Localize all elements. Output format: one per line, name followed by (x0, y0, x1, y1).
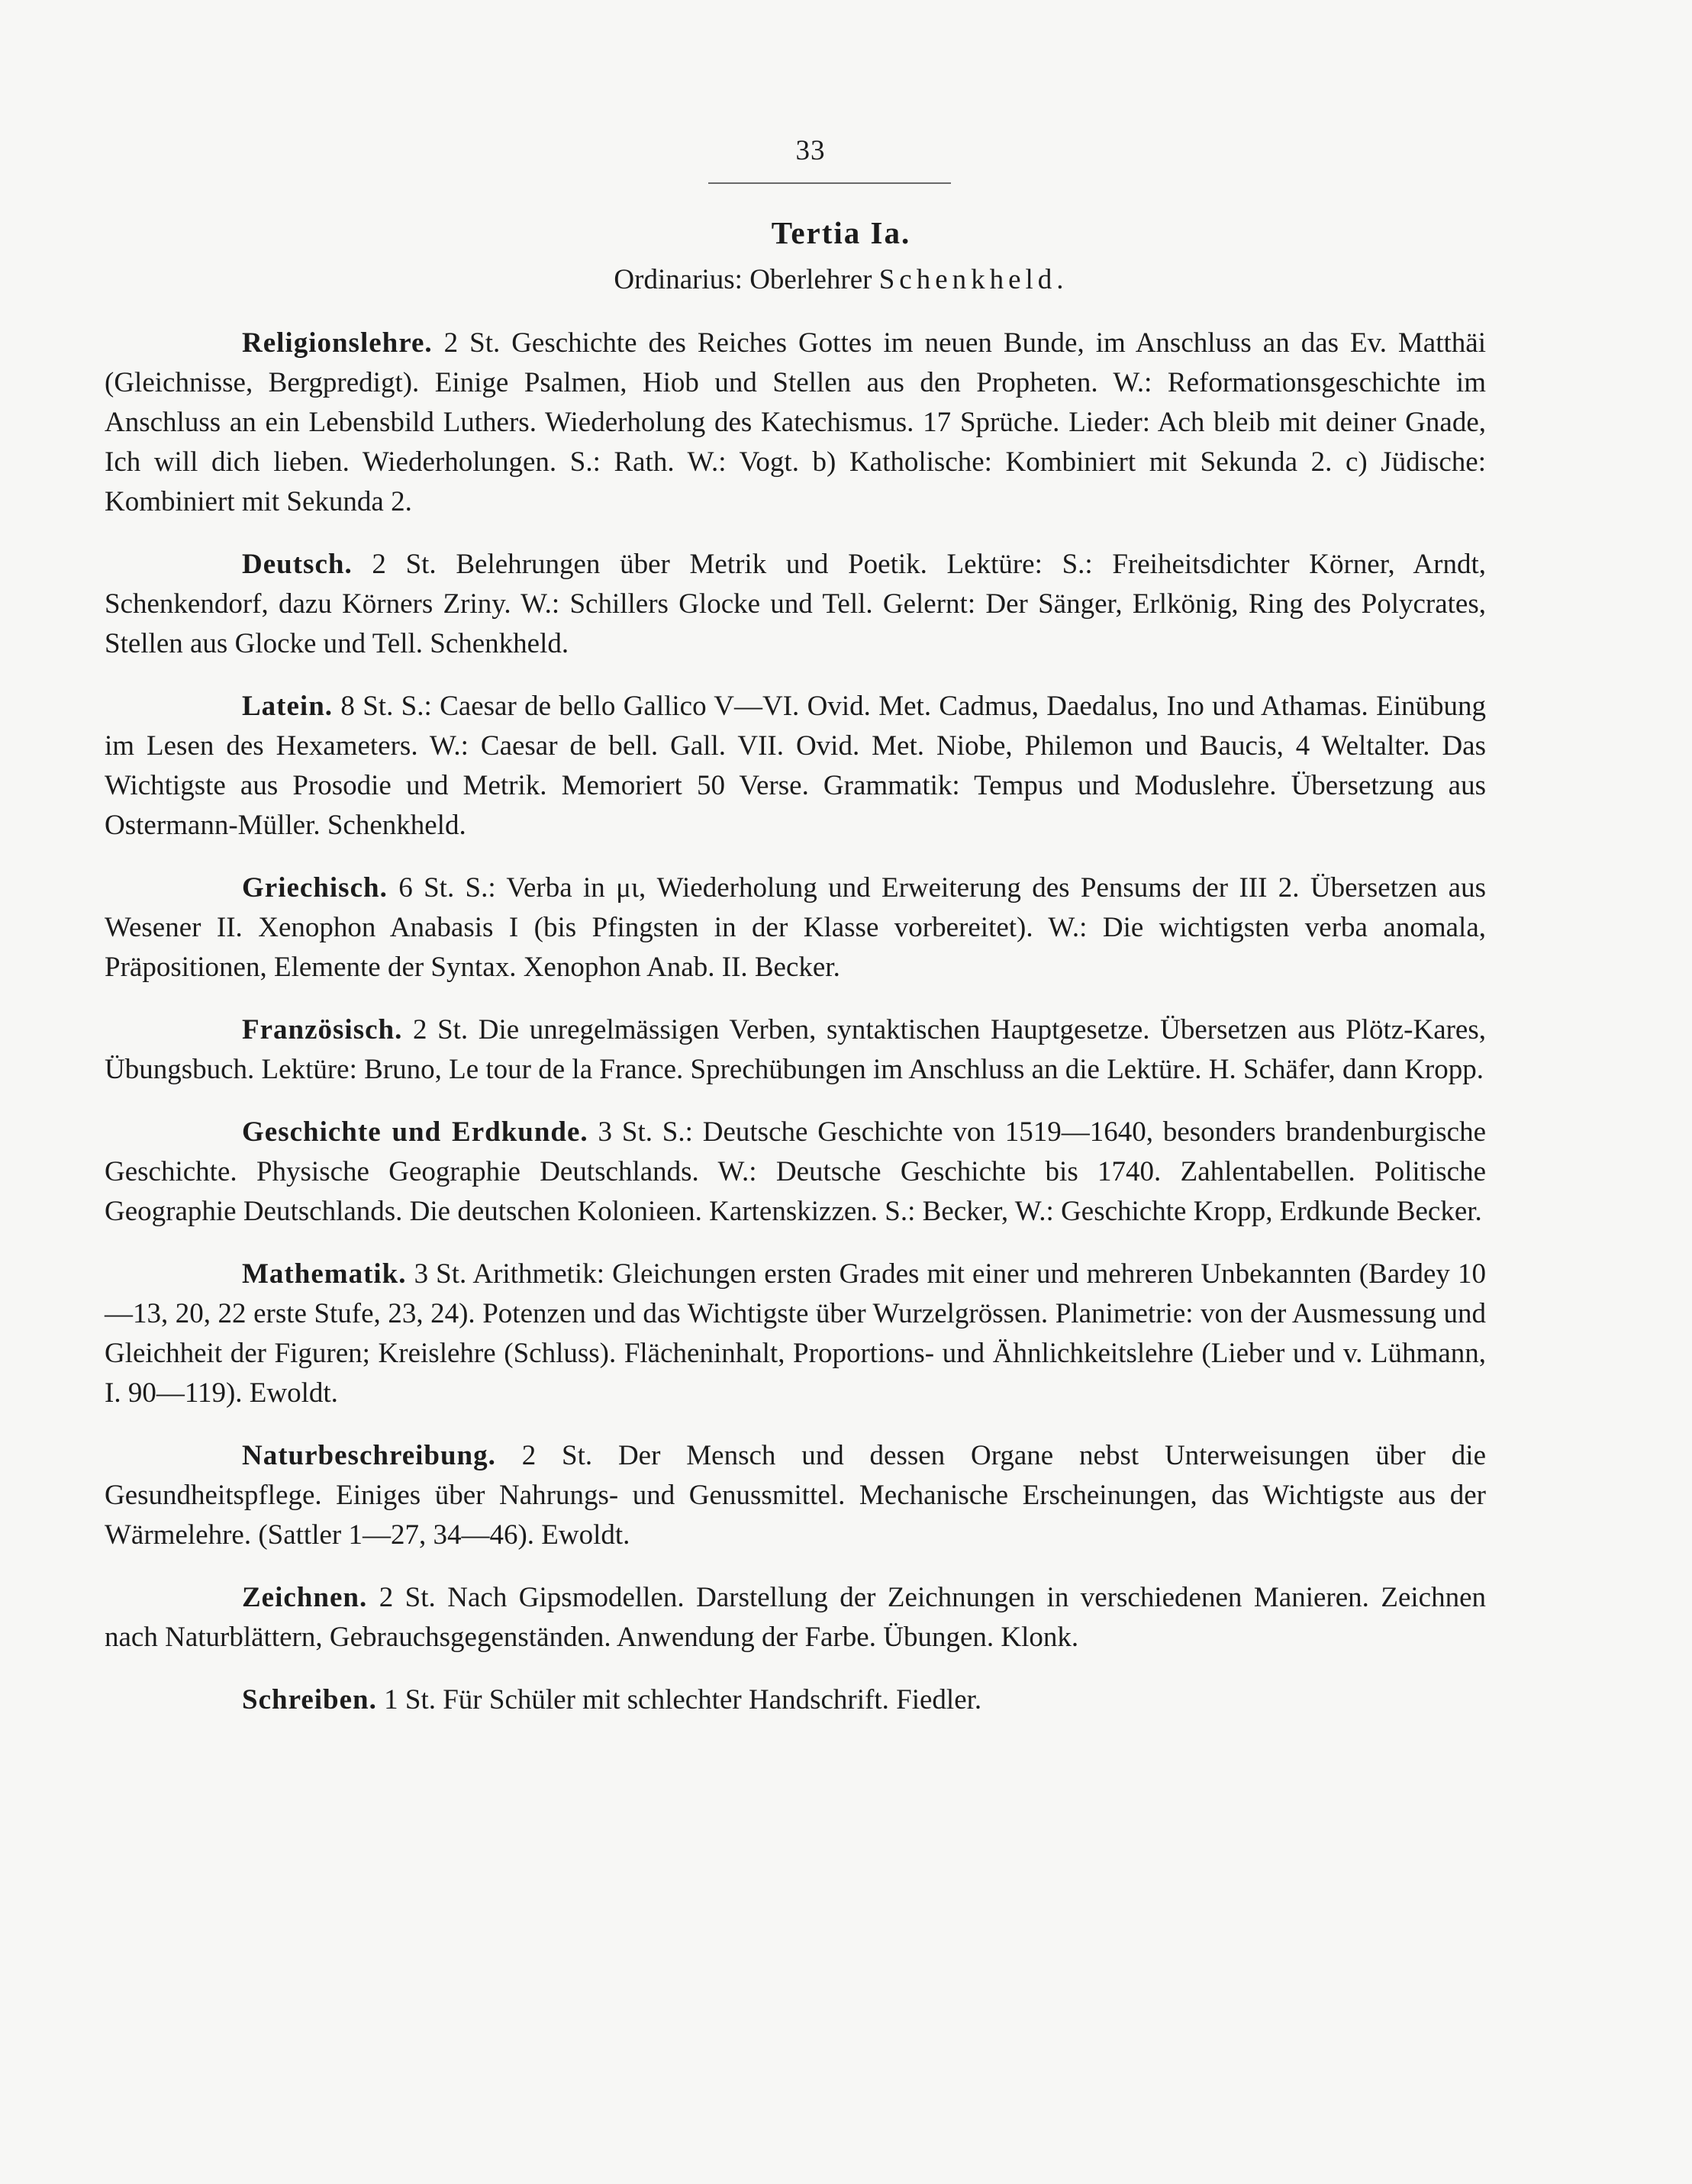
paragraph-geschichte-erdkunde (105, 1113, 1486, 1232)
paragraph-zeichnen (105, 1578, 1486, 1657)
paragraph-schreiben (105, 1680, 1486, 1720)
section-title: Tertia Ia. (771, 215, 911, 250)
paragraph-mathematik (105, 1255, 1486, 1413)
document-page (105, 134, 1486, 1720)
paragraph-franzoesisch (105, 1010, 1486, 1090)
paragraph-griechisch (105, 868, 1486, 987)
paragraph-latein (105, 687, 1486, 846)
subject-title: Geschichte und Erdkunde. (242, 1116, 588, 1148)
header-rule (708, 182, 951, 184)
ordinarius-rank: Oberlehrer (749, 264, 872, 295)
subject-text: 2 St. Der Mensch und dessen Organe nebst Unterweisungen über die Gesundheitspflege. Einiges über Nahrungs- und Genussmittel. Mechanische Erscheinungen, das Wichtigste aus der Wärmelehre. (Sattler 1—27, 34—46). Ewoldt. (105, 1440, 1487, 1551)
subject-title: Französisch. (242, 1014, 403, 1045)
subject-text: 6 St. S.: Verba in μι, Wiederholung und Erweiterung des Pensums der III 2. Übersetzen aus Wesener II. Xenophon Anabasis I (bis Pfingsten in der Klasse vorbereitet). W.: Die wichtigsten verba anomala, Präpositionen, Elemente der Syntax. Xenophon Anab. II. Becker. (105, 872, 1487, 983)
subject-text: 1 St. Für Schüler mit schlechter Handschrift. Fiedler. (384, 1684, 982, 1715)
ordinarius-label: Ordinarius: (614, 264, 743, 295)
paragraph-naturbeschreibung (105, 1436, 1486, 1555)
ordinarius-line (196, 263, 1486, 296)
subject-text: 8 St. S.: Caesar de bello Gallico V—VI. Ovid. Met. Cadmus, Daedalus, Ino und Athamas. Einübung im Lesen des Hexameters. W.: Caesar de bell. Gall. VII. Ovid. Met. Niobe, Philemon und Baucis, 4 Weltalter. Das Wichtigste aus Prosodie und Metrik. Memoriert 50 Verse. Grammatik: Tempus und Moduslehre. Übersetzung aus Ostermann-Müller. Schenkheld. (105, 691, 1487, 841)
subject-text: 2 St. Belehrungen über Metrik und Poetik. Lektüre: S.: Freiheitsdichter Körner, Arndt, Schenkendorf, dazu Körners Zriny. W.: Schillers Glocke und Tell. Gelernt: Der Sänger, Erlkönig, Ring des Polycrates, Stellen aus Glocke und Tell. Schenkheld. (105, 549, 1487, 659)
paragraph-deutsch (105, 545, 1486, 664)
subject-text: 3 St. Arithmetik: Gleichungen ersten Grades mit einer und mehreren Unbekannten (Bardey 10—13, 20, 22 erste Stufe, 23, 24). Potenzen und das Wichtigste über Wurzelgrössen. Planimetrie: von der Ausmessung und Gleichheit der Figuren; Kreislehre (Schluss). Flächeninhalt, Proportions- und Ähnlichkeitslehre (Lieber und v. Lühmann, I. 90—119). Ewoldt. (105, 1258, 1486, 1409)
subject-title: Schreiben. (242, 1684, 377, 1715)
subject-title: Deutsch. (242, 549, 353, 580)
page-number: 33 (795, 135, 826, 166)
subject-text: 2 St. Geschichte des Reiches Gottes im neuen Bunde, im Anschluss an das Ev. Matthäi (Gleichnisse, Bergpredigt). Einige Psalmen, Hiob und Stellen aus den Propheten. W.: Reformationsgeschichte im Anschluss an ein Lebensbild Luthers. Wiederholung des Katechismus. 17 Sprüche. Lieder: Ach bleib mit deiner Gnade, Ich will dich lieben. Wiederholungen. S.: Rath. W.: Vogt. b) Katholische: Kombiniert mit Sekunda 2. c) Jüdische: Kombiniert mit Sekunda 2. (105, 327, 1486, 517)
subject-text: 2 St. Die unregelmässigen Verben, syntaktischen Hauptgesetze. Übersetzen aus Plötz-Kares, Übungsbuch. Lektüre: Bruno, Le tour de la France. Sprechübungen im Anschluss an die Lektüre. H. Schäfer, dann Kropp. (105, 1014, 1487, 1085)
subject-title: Griechisch. (242, 872, 388, 904)
subject-title: Latein. (242, 691, 334, 722)
ordinarius-name: Schenkheld. (878, 264, 1068, 295)
subject-text: 3 St. S.: Deutsche Geschichte von 1519—1640, besonders brandenburgische Geschichte. Physische Geographie Deutschlands. W.: Deutsche Geschichte bis 1740. Zahlentabellen. Politische Geographie Deutschlands. Die deutschen Kolonieen. Kartenskizzen. S.: Becker, W.: Geschichte Kropp, Erdkunde Becker. (105, 1116, 1486, 1227)
subject-title: Zeichnen. (242, 1582, 368, 1613)
subject-title: Naturbeschreibung. (242, 1440, 496, 1471)
subject-title: Religionslehre. (242, 327, 433, 359)
paragraph-religionslehre (105, 324, 1486, 522)
subject-title: Mathematik. (242, 1258, 407, 1290)
subject-text: 2 St. Nach Gipsmodellen. Darstellung der Zeichnungen in verschiedenen Manieren. Zeichnen nach Naturblättern, Gebrauchsgegenständen. Anwendung der Farbe. Übungen. Klonk. (105, 1582, 1487, 1653)
